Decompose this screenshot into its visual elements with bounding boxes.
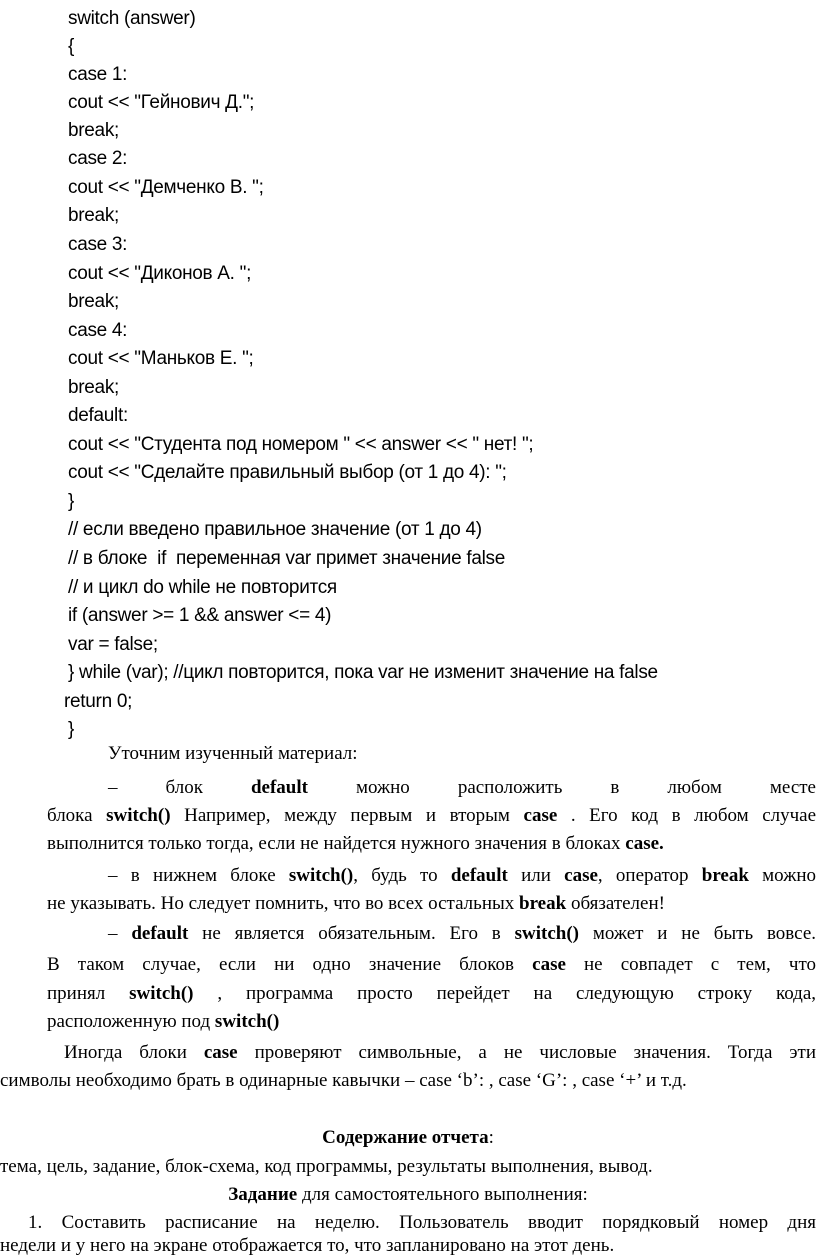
code-line: var = false;	[68, 634, 158, 655]
code-line: // в блоке if переменная var примет значение false	[68, 548, 505, 569]
code-line: case 3:	[68, 234, 128, 255]
keyword: case	[203, 1042, 238, 1063]
code-line: break;	[68, 205, 120, 226]
dash: –	[108, 865, 118, 886]
dash: –	[108, 923, 118, 944]
code-line: default:	[68, 405, 128, 426]
code-line: break;	[68, 291, 120, 312]
code-line: }	[68, 491, 75, 512]
code-line: // и цикл do while не повторится	[68, 577, 337, 598]
code-line: break;	[68, 377, 120, 398]
keyword: break	[701, 865, 749, 886]
keyword: switch()	[106, 805, 171, 826]
paragraph-line: В таком случае, если ни одно значение блоков case не совпадет с тем, что	[47, 954, 816, 975]
code-line: break;	[68, 120, 120, 141]
paragraph-line: принял switch() , программа просто перейдет на следующую строку кода,	[47, 983, 816, 1004]
code-line: if (answer >= 1 && answer <= 4)	[68, 605, 332, 626]
paragraph-line: недели и у него на экране отображается то, что запланировано на этот день.	[0, 1235, 615, 1256]
code-line: cout << "Студента под номером " << answer << " нет! ";	[68, 434, 534, 455]
paragraph-line: символы необходимо брать в одинарные кавычки – case ‘b’: , case ‘G’: , case ‘+’ и т.д.	[0, 1070, 687, 1091]
paragraph-line: – default не является обязательным. Его в switch() может и не быть вовсе.	[108, 923, 816, 944]
keyword: switch()	[214, 1011, 280, 1032]
code-line: cout << "Гейнович Д.";	[68, 92, 255, 113]
keyword: case	[564, 865, 598, 886]
paragraph-line: 1. Составить расписание на неделю. Пользователь вводит порядковый номер дня	[28, 1212, 816, 1233]
paragraph-line: блока switch() Например, между первым и вторым case . Его код в любом случае	[47, 805, 816, 826]
keyword: switch()	[129, 983, 194, 1004]
keyword: switch()	[288, 865, 354, 886]
keyword: case	[523, 805, 558, 826]
code-line: cout << "Маньков Е. ";	[68, 348, 254, 369]
code-line: {	[68, 36, 75, 57]
code-line: switch (answer)	[68, 8, 196, 29]
code-line: } while (var); //цикл повторится, пока var не изменит значение на false	[68, 662, 658, 683]
code-line: return 0;	[64, 691, 133, 712]
code-line: case 1:	[68, 64, 128, 85]
paragraph-line: выполнится только тогда, если не найдется нужного значения в блоках case.	[47, 833, 664, 854]
paragraph-line: – блок default можно расположить в любом месте	[108, 777, 816, 798]
keyword: case.	[625, 833, 664, 854]
keyword: default	[250, 777, 308, 798]
code-line: cout << "Демченко В. ";	[68, 177, 264, 198]
paragraph-line: Иногда блоки case проверяют символьные, а не числовые значения. Тогда эти	[64, 1042, 816, 1063]
dash: –	[108, 777, 118, 798]
paragraph-line: расположенную под switch()	[47, 1011, 280, 1032]
code-line: // если введено правильное значение (от 1 до 4)	[68, 519, 482, 540]
code-line: case 2:	[68, 148, 128, 169]
code-line: }	[68, 719, 75, 740]
code-line: case 4:	[68, 320, 128, 341]
keyword: case	[532, 954, 566, 975]
keyword: switch()	[514, 923, 579, 944]
keyword: break	[519, 893, 567, 914]
task-heading: Задание для самостоятельного выполнения:	[228, 1184, 588, 1205]
code-line: cout << "Диконов А. ";	[68, 263, 252, 284]
report-heading: Содержание отчета:	[322, 1127, 494, 1148]
code-line: cout << "Сделайте правильный выбор (от 1 до 4): ";	[68, 462, 507, 483]
item-number: 1.	[28, 1212, 43, 1233]
intro-text: Уточним изученный материал:	[108, 743, 358, 764]
report-content: тема, цель, задание, блок-схема, код программы, результаты выполнения, вывод.	[0, 1156, 653, 1177]
paragraph-line: не указывать. Но следует помнить, что во всех остальных break обязателен!	[47, 893, 665, 914]
keyword: default	[450, 865, 508, 886]
paragraph-line: – в нижнем блоке switch(), будь то default или case, оператор break можно	[108, 865, 816, 886]
keyword: default	[131, 923, 189, 944]
